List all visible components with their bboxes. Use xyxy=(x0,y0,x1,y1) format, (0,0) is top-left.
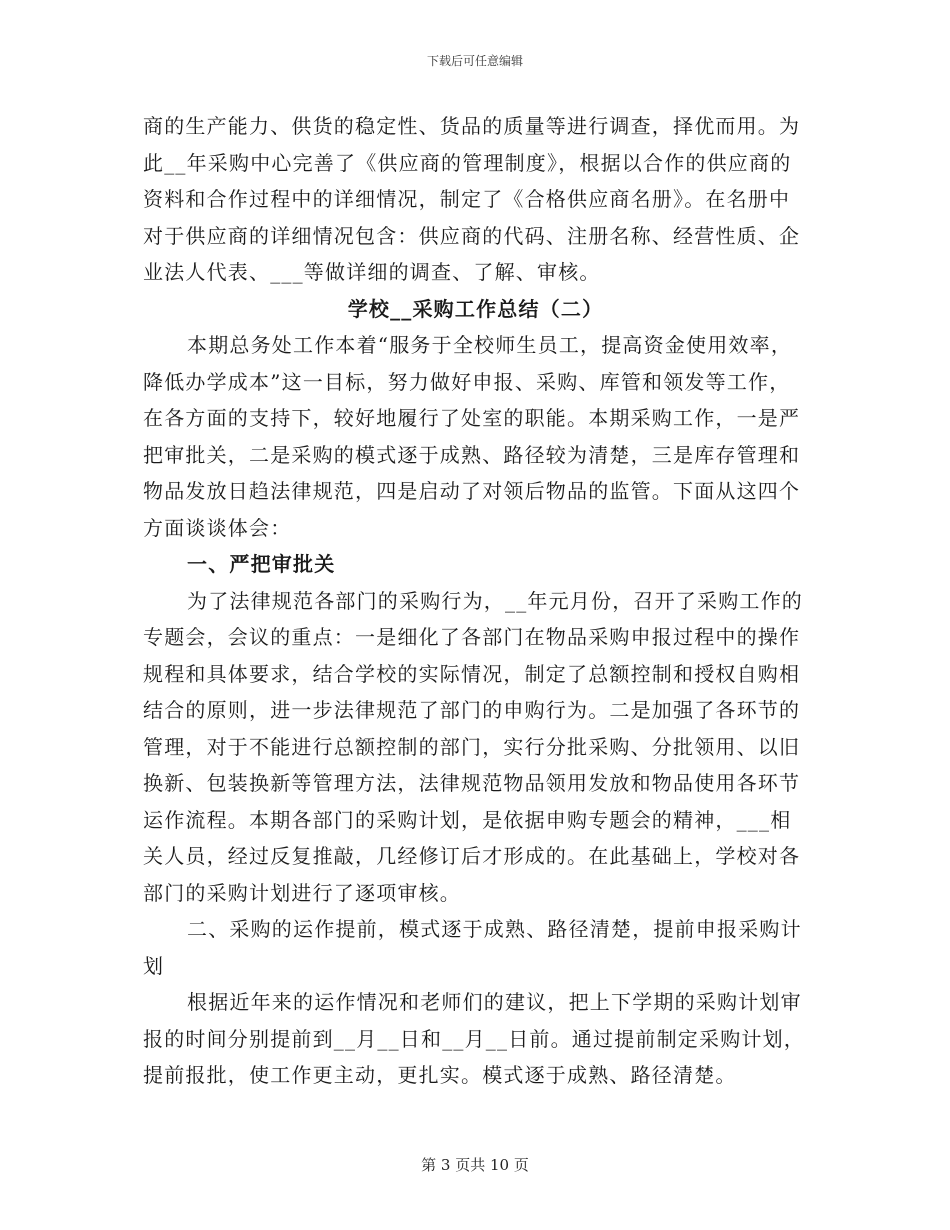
document-body xyxy=(143,108,808,1094)
paragraph-operation: 根据近年来的运作情况和老师们的建议，把上下学期的采购计划审报的时间分别提前到__月__日和__月__日前。通过提前制定采购计划，提前报批，使工作更主动，更扎实。模式逐于成熟、路径清楚。 xyxy=(143,990,805,1087)
heading-approval: 一、严把审批关 xyxy=(187,552,336,576)
page-header: 下载后可任意编辑 xyxy=(426,54,523,68)
paragraph-continued: 商的生产能力、供货的稳定性、货品的质量等进行调查，择优而用。为此__年采购中心完善了《供应商的管理制度》，根据以合作的供应商的资料和合作过程中的详细情况，制定了《合格供应商名册》。在名册中对于供应商的详细情况包含：供应商的代码、注册名称、经营性质、企业法人代表、___等做详细的调查、了解、审核。 xyxy=(143,114,801,284)
paragraph-intro: 本期总务处工作本着“服务于全校师生员工，提高资金使用效率，降低办学成本”这一目标，努力做好申报、采购、库管和领发等工作，在各方面的支持下，较好地履行了处室的职能。本期采购工作，一是严把审批关，二是采购的模式逐于成熟、路径较为清楚，三是库存管理和物品发放日趋法律规范，四是启动了对领后物品的监管。下面从这四个方面谈谈体会： xyxy=(143,333,801,540)
paragraph-approval: 为了法律规范各部门的采购行为，__年元月份，召开了采购工作的专题会，会议的重点：一是细化了各部门在物品采购申报过程中的操作规程和具体要求，结合学校的实际情况，制定了总额控制和授权自购相结合的原则，进一步法律规范了部门的申购行为。二是加强了各环节的管理，对于不能进行总额控制的部门，实行分批采购、分批领用、以旧换新、包装换新等管理方法，法律规范物品领用发放和物品使用各环节运作流程。本期各部门的采购计划，是依据申购专题会的精神，___相关人员，经过反复推敲，几经修订后才形成的。在此基础上，学校对各部门的采购计划进行了逐项审核。 xyxy=(143,588,803,905)
page-footer: 第 3 页共 10 页 xyxy=(421,1156,529,1174)
heading-operation: 二、采购的运作提前，模式逐于成熟、路径清楚，提前申报采购计划 xyxy=(143,917,802,978)
section-title: 学校__采购工作总结（二） xyxy=(347,296,604,321)
